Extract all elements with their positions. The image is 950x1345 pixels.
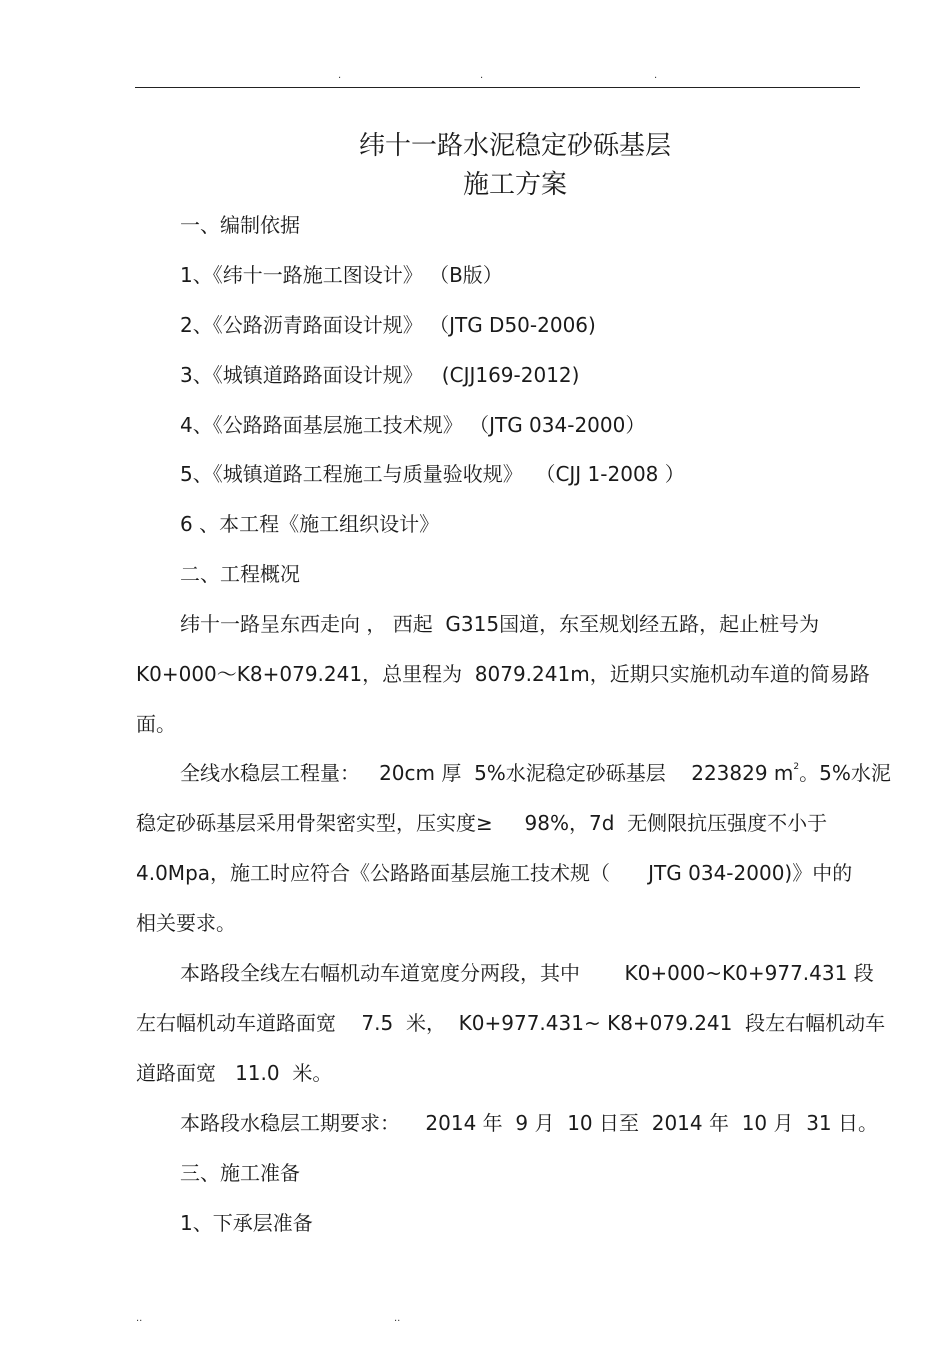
footer-dots-right: .. — [394, 1313, 401, 1324]
basis-item: 3、《城镇道路路面设计规》 (CJJ169-2012) — [180, 363, 580, 387]
basis-item: 5、《城镇道路工程施工与质量验收规》 （CJJ 1-2008 ） — [180, 462, 685, 486]
paragraph-line: 相关要求。 — [136, 911, 236, 935]
header-dot: . — [338, 70, 342, 81]
paragraph-line: K0+000～K8+079.241，总里程为 8079.241m，近期只实施机动车道的简易路 — [136, 662, 870, 686]
superscript: 2 — [793, 762, 800, 772]
document-title: 纬十一路水泥稳定砂砾基层 — [358, 131, 671, 161]
section-heading-overview: 二、工程概况 — [180, 562, 300, 586]
header-rule — [135, 87, 860, 88]
paragraph-line: 左右幅机动车道路面宽 7.5 米， K0+977.431~ K8+079.241 段左右幅机动车 — [136, 1011, 886, 1035]
basis-item: 6 、本工程《施工组织设计》 — [180, 512, 440, 536]
quantity-text-cont: 。5%水泥 — [799, 761, 891, 785]
footer-dots-left: .. — [136, 1313, 143, 1324]
paragraph-line: 稳定砂砾基层采用骨架密实型，压实度≥ 98%，7d 无侧限抗压强度不小于 — [136, 811, 828, 835]
basis-item: 2、《公路沥青路面设计规》 （JTG D50-2006) — [180, 313, 596, 337]
paragraph-line — [180, 763, 891, 783]
header-dot: . — [654, 70, 658, 81]
page-header-marks — [0, 70, 950, 84]
quantity-text: 全线水稳层工程量： 20cm 厚 5%水泥稳定砂砾基层 223829 m — [180, 761, 794, 785]
paragraph-line: 纬十一路呈东西走向 ， 西起 G315国道，东至规划经五路，起止桩号为 — [180, 612, 820, 636]
preparation-item: 1、下承层准备 — [180, 1211, 313, 1235]
paragraph-line: 本路段全线左右幅机动车道宽度分两段，其中 K0+000~K0+977.431 段 — [180, 961, 874, 985]
paragraph-line: 面。 — [136, 712, 176, 736]
header-dot: . — [480, 70, 484, 81]
basis-item: 4、《公路路面基层施工技术规》 （JTG 034-2000） — [180, 413, 646, 437]
document-subtitle: 施工方案 — [462, 170, 567, 200]
basis-item: 1、《纬十一路施工图设计》 （B版） — [180, 263, 503, 287]
section-heading-basis: 一、编制依据 — [180, 213, 300, 237]
paragraph-line: 4.0Mpa，施工时应符合《公路路面基层施工技术规（ JTG 034-2000)》中的 — [136, 861, 853, 885]
section-heading-preparation: 三、施工准备 — [180, 1161, 300, 1185]
paragraph-line: 本路段水稳层工期要求： 2014 年 9 月 10 日至 2014 年 10 月 31 日。 — [180, 1111, 879, 1135]
paragraph-line: 道路面宽 11.0 米。 — [136, 1061, 333, 1085]
